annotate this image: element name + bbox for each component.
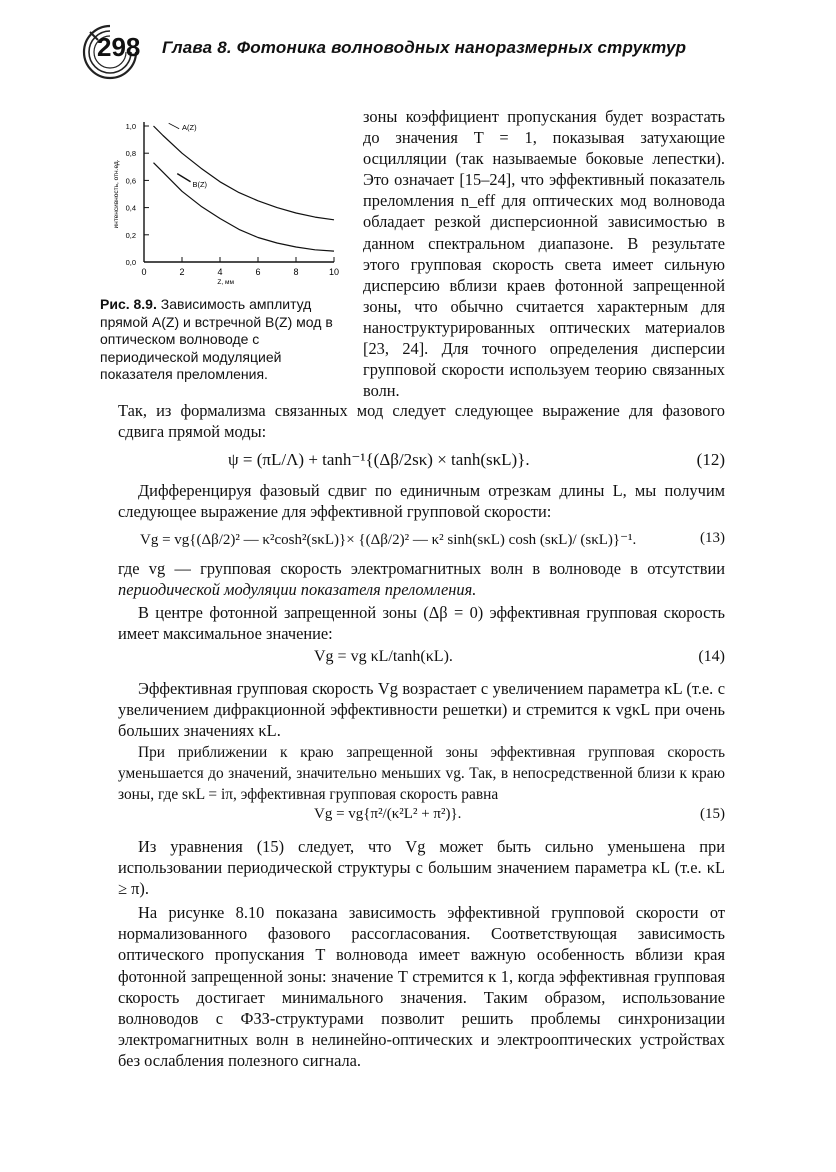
chart-curves [154, 126, 335, 251]
paragraph-1: Так, из формализма связанных мод следует следующее выражение для фазового сдвига прямой моды: [118, 401, 725, 442]
page-number: 298 [97, 32, 141, 62]
equation-14-body: Vg = vg κL/tanh(κL). [314, 648, 453, 665]
equation-14 [118, 648, 725, 672]
y-tick-label: 1,0 [125, 122, 136, 131]
curve-a-arrow [169, 123, 179, 128]
x-tick-label: 8 [293, 267, 299, 277]
y-tick-label: 0,0 [125, 258, 136, 267]
curve-a-line [154, 126, 335, 220]
running-title: Глава 8. Фотоника волноводных наноразмерных структур [162, 38, 687, 57]
equation-14-number: (14) [698, 648, 725, 665]
y-axis-label: интенсивность, отн.ед. [113, 159, 120, 229]
x-tick-label: 6 [255, 267, 261, 277]
paragraph-6: При приближении к краю запрещенной зоны эффективная групповая скорость уменьшается до значений, значительно меньших vg. Так, в непосредственной близи к краю зоны, где sκL = iπ, эффективная групповая скорость равна [118, 744, 725, 804]
equation-12-number: (12) [696, 450, 725, 469]
x-tick-label: 0 [141, 267, 147, 277]
paragraph-2: Дифференцируя фазовый сдвиг по единичным отрезкам длины L, мы получим следующее выражение для эффективной групповой скорости: [118, 481, 725, 522]
equation-13-body: Vg = vg{(Δβ/2)² — κ²cosh²(sκL)}× {(Δβ/2)² — κ² sinh(sκL) cosh (sκL)/ (sκL)}⁻¹. [140, 532, 637, 548]
equation-15 [118, 806, 725, 828]
equation-12-body: ψ = (πL/Λ) + tanh⁻¹{(Δβ/2sκ) × tanh(sκL)}. [228, 450, 530, 469]
paragraph-8: На рисунке 8.10 показана зависимость эффективной групповой скорости от нормализованного фазового рассогласования. Соответствующая зависимость оптического пропускания T волновода имеет важную особенность вблизи края фотонной запрещенной зоны: значение T стремится к 1, когда эффективная групповая скорость достигает минимального значения. Таким образом, использование волноводов с ФЗЗ-структурами позволит решить проблемы синхронизации электромагнитных волн в нелинейно-оптических и электрооптических устройствах без ослабления полезного сигнала. [118, 903, 725, 1071]
y-tick-label: 0,6 [125, 176, 136, 186]
equation-15-body: Vg = vg{π²/(κ²L² + π²)}. [314, 806, 462, 822]
curve-b-arrow [177, 174, 190, 182]
x-axis-label: Z, мм [217, 279, 234, 286]
equation-15-number: (15) [700, 806, 725, 822]
paragraph-5: Эффективная групповая скорость Vg возрастает с увеличением параметра κL (т.е. с увеличением дифракционной эффективности решетки) и стремится к vgκL при очень больших значениях κL. [118, 679, 725, 741]
figure-8-9-chart [108, 112, 348, 292]
paragraph-7: Из уравнения (15) следует, что Vg может быть сильно уменьшена при использовании периодической структуры с большим значением параметра κL (т.е. κL ≥ π). [118, 837, 725, 899]
x-tick-label: 4 [217, 267, 223, 277]
y-tick-label: 0,8 [125, 149, 136, 159]
curve-b-label: B(Z) [192, 180, 208, 190]
x-tick-label: 2 [179, 267, 185, 277]
y-tick-label: 0,4 [125, 203, 136, 213]
caption-label: Рис. 8.9. [100, 296, 157, 312]
equation-13 [118, 530, 725, 552]
caption-text: Зависимость амплитуд прямой A(Z) и встречной B(Z) мод в оптическом волноводе с периодической модуляцией показателя преломления. [100, 296, 333, 382]
paragraph-3-italic: периодической модуляции показателя преломления. [118, 580, 477, 600]
y-tick-label: 0,2 [125, 230, 136, 240]
right-column-paragraph: зоны коэффициент пропускания будет возрастать до значения T = 1, показывая затухающие осцилляции (так называемые боковые лепестки). Это означает [15–24], что эффективный показатель преломления n_eff для оптических мод волновода обладает резкой дисперсионной зависимостью в данном спектральном диапазоне. В результате этого групповая скорость света имеет сильную дисперсию вблизи краев фотонной запрещенной зоны, что обычно считается характерным для наноструктурированных оптических материалов [23, 24]. Для точного определения дисперсии групповой скорости используем теорию связанных волн. [363, 107, 725, 401]
equation-13-number: (13) [700, 530, 725, 546]
paragraph-3 [118, 558, 725, 600]
curve-a-label: A(Z) [182, 123, 197, 133]
x-tick-label: 10 [328, 267, 340, 277]
paragraph-3-text: где vg — групповая скорость электромагнитных волн в волноводе в отсутствии [118, 559, 725, 578]
figure-caption [100, 296, 350, 384]
equation-12 [118, 450, 725, 474]
paragraph-4: В центре фотонной запрещенной зоны (Δβ = 0) эффективная групповая скорость имеет максимальное значение: [118, 603, 725, 644]
